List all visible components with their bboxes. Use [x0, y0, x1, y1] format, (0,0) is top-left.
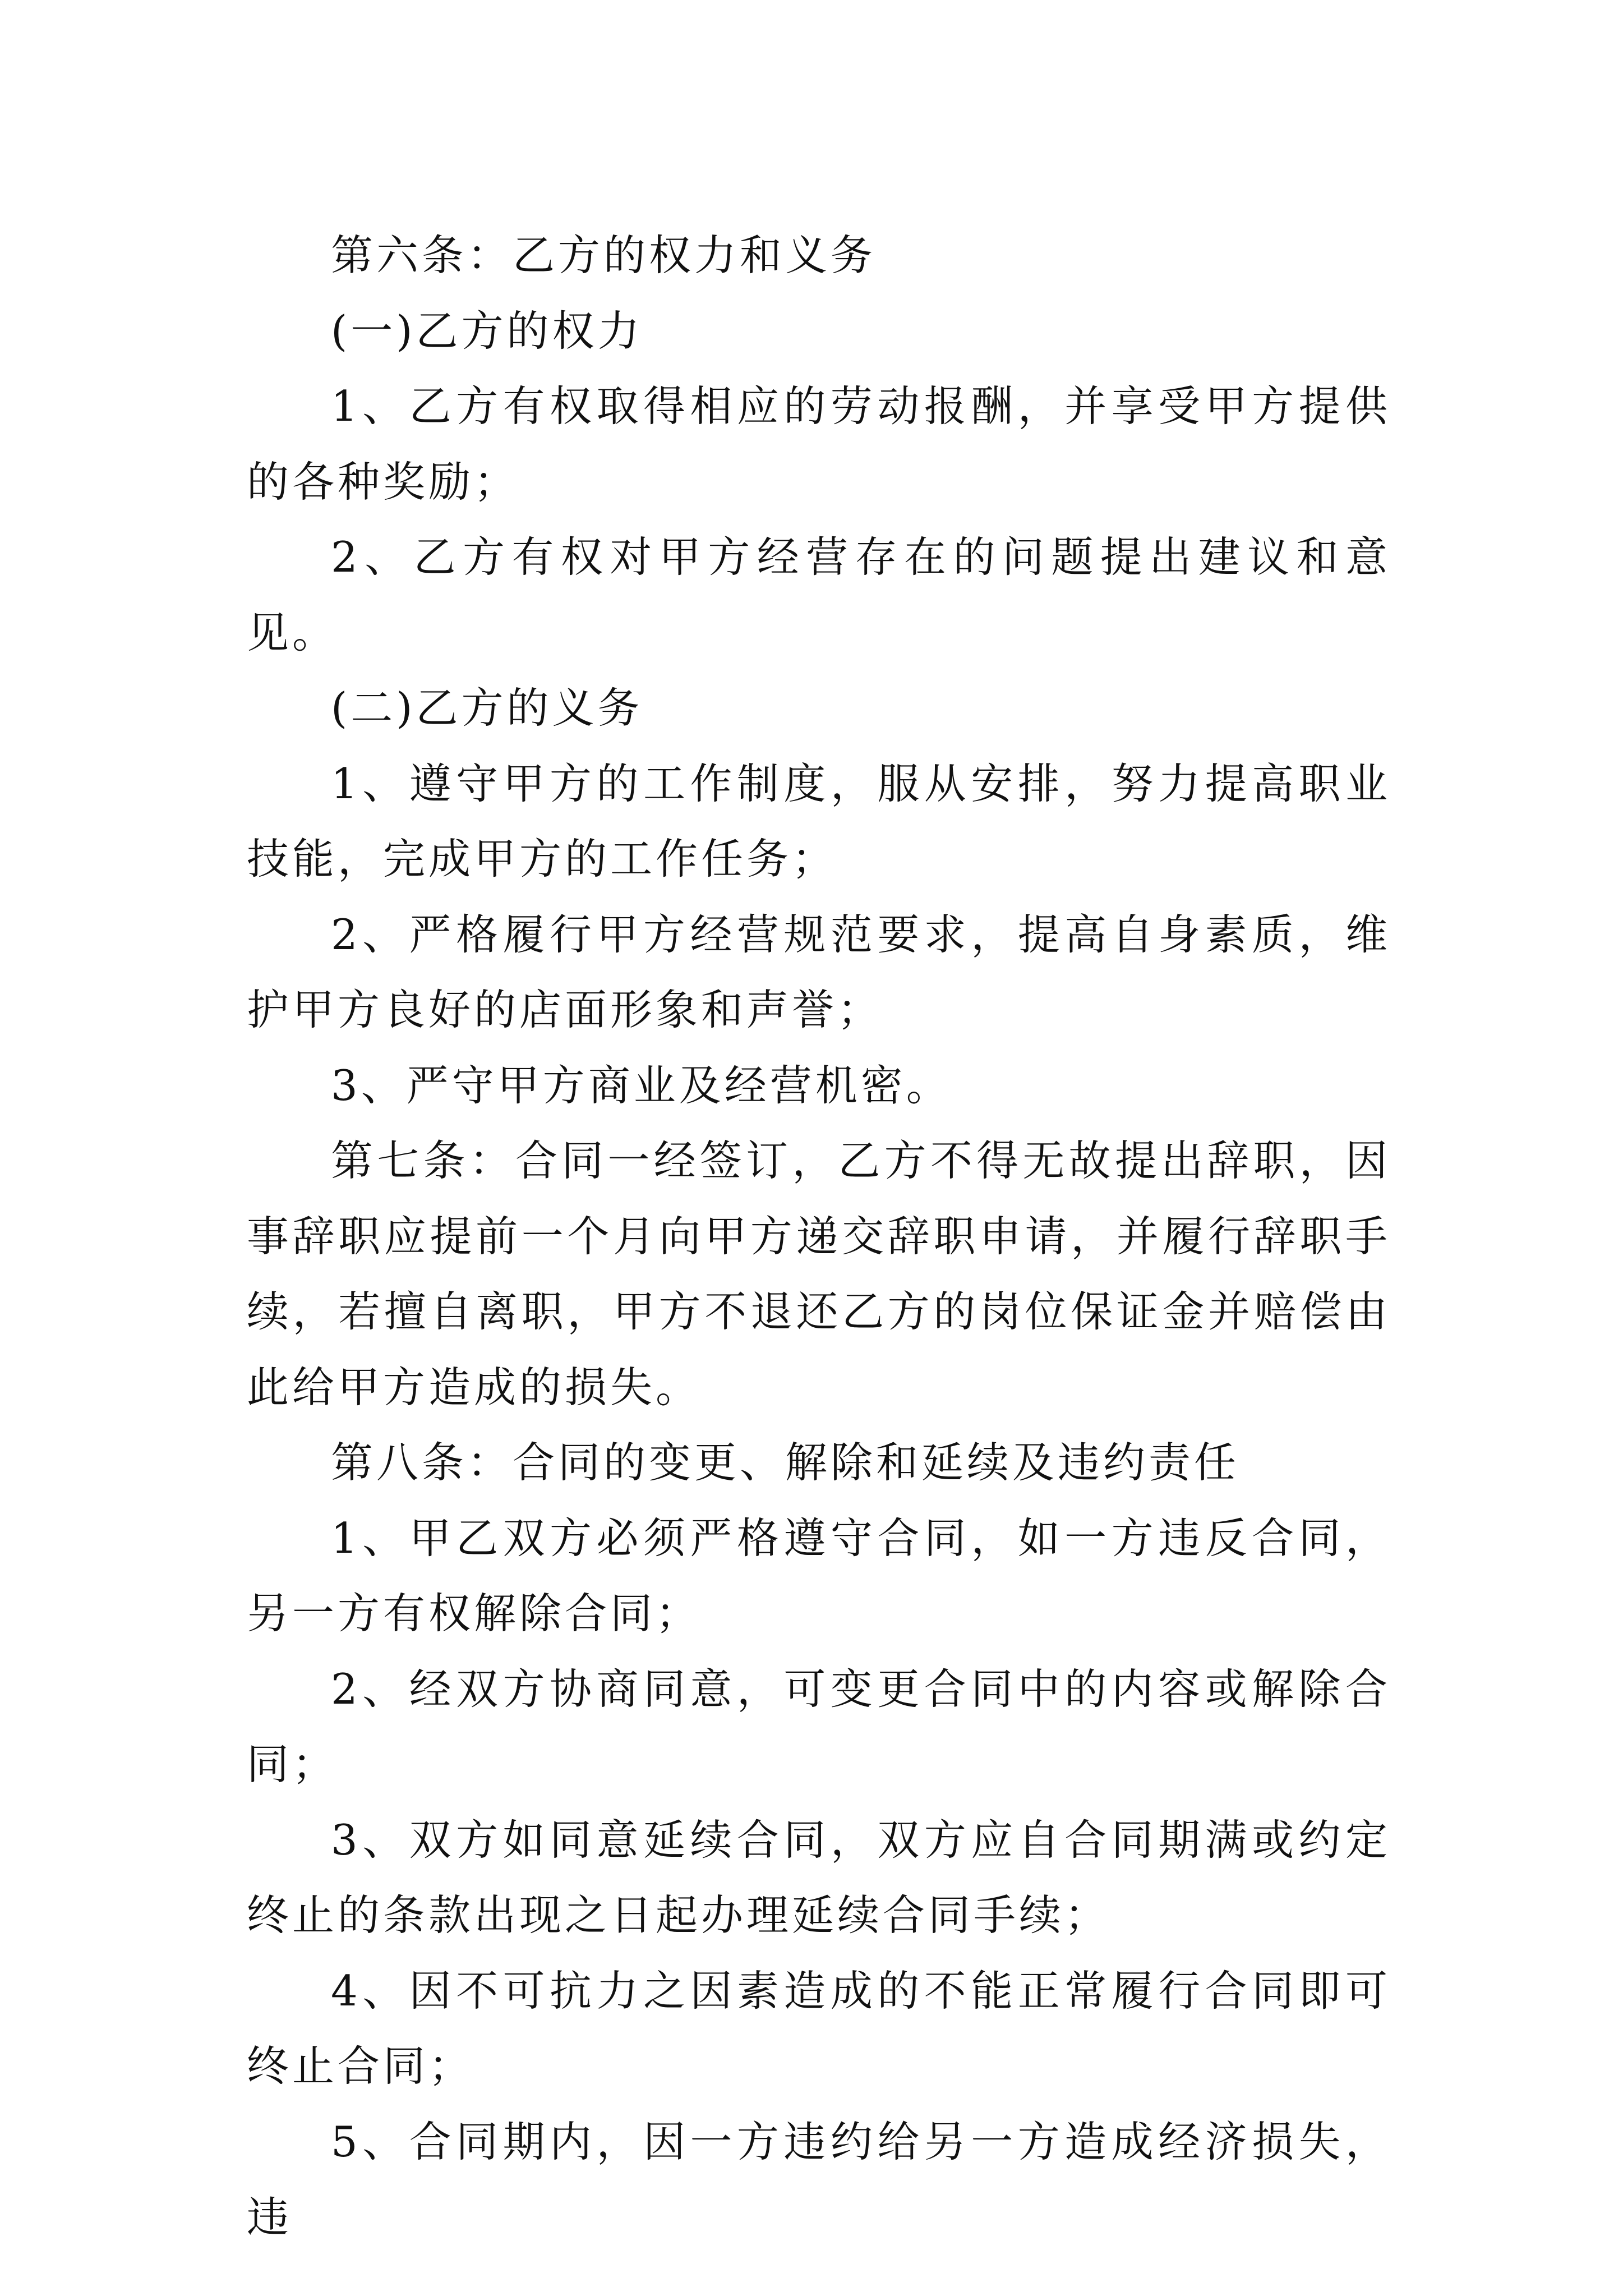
section-party-b-duties-heading: (二)乙方的义务 — [331, 683, 643, 733]
party-b-right-item-2: 2、乙方有权对甲方经营存在的问题提出建议和意见。 — [247, 532, 1391, 657]
party-b-right-item-1: 1、乙方有权取得相应的劳动报酬，并享受甲方提供的各种奖励； — [247, 381, 1391, 507]
article-eight-item-4: 4、因不可抗力之因素造成的不能正常履行合同即可终止合同； — [247, 1966, 1391, 2091]
article-six-heading: 第六条：乙方的权力和义务 — [331, 231, 877, 280]
article-eight-item-1: 1、甲乙双方必须严格遵守合同，如一方违反合同，另一方有权解除合同； — [247, 1513, 1391, 1638]
article-seven-paragraph: 第七条：合同一经签订，乙方不得无故提出辞职，因事辞职应提前一个月向甲方递交辞职申请，并履行辞职手续，若擅自离职，甲方不退还乙方的岗位保证金并赔偿由此给甲方造成的损失。 — [247, 1136, 1391, 1412]
party-b-duty-item-1: 1、遵守甲方的工作制度，服从安排，努力提高职业技能，完成甲方的工作任务； — [247, 758, 1391, 884]
document-body — [247, 218, 1391, 2255]
section-party-b-rights-heading: (一)乙方的权力 — [331, 306, 643, 356]
article-eight-item-5: 5、合同期内，因一方违约给另一方造成经济损失，违 — [247, 2116, 1391, 2242]
article-eight-item-3: 3、双方如同意延续合同，双方应自合同期满或约定终止的条款出现之日起办理延续合同手续； — [247, 1815, 1391, 1940]
article-eight-heading: 第八条：合同的变更、解除和延续及违约责任 — [331, 1438, 1240, 1487]
party-b-duty-item-3: 3、严守甲方商业及经营机密。 — [331, 1060, 952, 1110]
party-b-duty-item-2: 2、严格履行甲方经营规范要求，提高自身素质，维护甲方良好的店面形象和声誉； — [247, 909, 1391, 1034]
article-eight-item-2: 2、经双方协商同意，可变更合同中的内容或解除合同； — [247, 1664, 1391, 1789]
